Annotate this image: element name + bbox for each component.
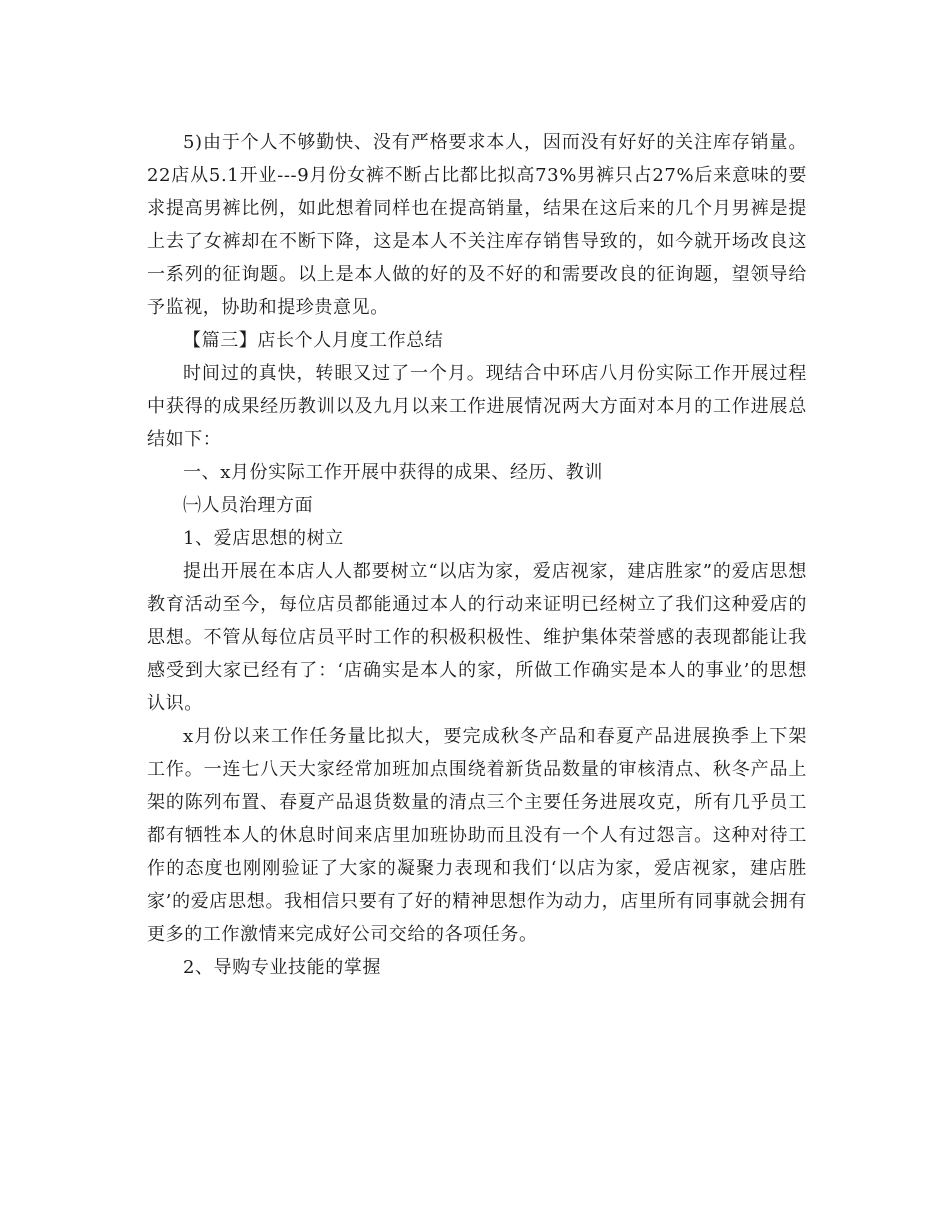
paragraph-introduction: 时间过的真快，转眼又过了一个月。现结合中环店八月份实际工作开展过程中获得的成果经历教训以及九月以来工作进展情况两大方面对本月的工作进展总结如下： [147, 363, 807, 450]
document-body [147, 126, 807, 984]
heading-love-store-mindset: 1、爱店思想的树立 [183, 528, 344, 549]
heading-sales-skills: 2、导购专业技能的掌握 [183, 957, 382, 978]
paragraph-stock-review: 5)由于个人不够勤快、没有严格要求本人，因而没有好好的关注库存销量。22店从5.1开业---9月份女裤不断占比都比拟高73%男裤只占27%后来意味的要求提高男裤比例，如此想着同样也在提高销量，结果在这后来的几个月男裤是提上去了女裤却在不断下降，这是本人不关注库存销售导致的，如今就开场改良这一系列的征询题。以上是本人做的好的及不好的和需要改良的征询题，望领导给予监视，协助和提珍贵意见。 [147, 132, 807, 318]
heading-achievements: 一、x月份实际工作开展中获得的成果、经历、教训 [183, 462, 603, 483]
paragraph-mindset-campaign: 提出开展在本店人人都要树立“以店为家，爱店视家，建店胜家”的爱店思想教育活动至今，每位店员都能通过本人的行动来证明已经树立了我们这种爱店的思想。不管从每位店员平时工作的积极积极性、维护集体荣誉感的表现都能让我感受到大家已经有了：‘店确实是本人的家，所做工作确实是本人的事业’的思想认识。 [147, 561, 807, 714]
heading-personnel-management: ㈠人员治理方面 [183, 495, 314, 516]
section-heading-part-three: 【篇三】店长个人月度工作总结 [183, 330, 444, 351]
paragraph-seasonal-changeover: x月份以来工作任务量比拟大，要完成秋冬产品和春夏产品进展换季上下架工作。一连七八天大家经常加班加点围绕着新货品数量的审核清点、秋冬产品上架的陈列布置、春夏产品退货数量的清点三个主要任务进展攻克，所有几乎员工都有牺牲本人的休息时间来店里加班协助而且没有一个人有过怨言。这种对待工作的态度也刚刚验证了大家的凝聚力表现和我们‘以店为家，爱店视家，建店胜家’的爱店思想。我相信只要有了好的精神思想作为动力，店里所有同事就会拥有更多的工作激情来完成好公司交给的各项任务。 [147, 726, 807, 945]
